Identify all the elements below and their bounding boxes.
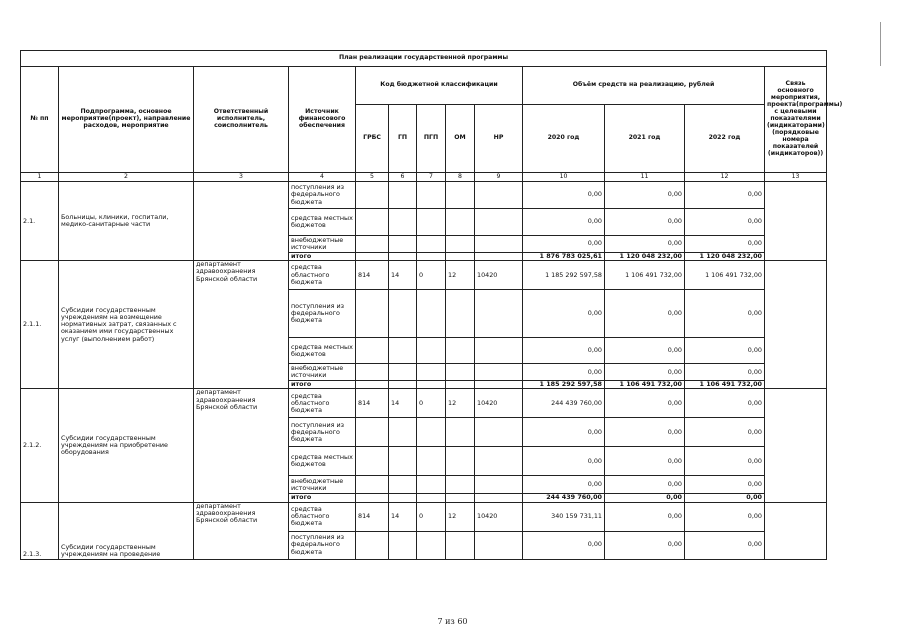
total-2021: 0,00: [605, 494, 685, 502]
source-local: средства местных бюджетов: [289, 447, 356, 476]
value-2022: 0,00: [685, 182, 765, 209]
header-gp: ГП: [389, 105, 417, 173]
total-2021: 1 120 048 232,00: [605, 253, 685, 261]
value-2022: 0,00: [685, 209, 765, 236]
value-2021: 0,00: [605, 418, 685, 447]
value-2021: 0,00: [605, 338, 685, 364]
source-regional: средства областного бюджета: [289, 389, 356, 418]
table-title-row: [21, 51, 827, 67]
col-number: 10: [523, 173, 605, 182]
value-2020: 0,00: [523, 236, 605, 253]
col-number: 2: [59, 173, 194, 182]
source-local: средства местных бюджетов: [289, 209, 356, 236]
header-budget-class: Код бюджетной классификации: [356, 67, 523, 105]
source-offbudget: внебюджетные источники: [289, 236, 356, 253]
row-name: Больницы, клиники, госпитали, медико-санитарные части: [59, 182, 194, 261]
source-offbudget: внебюджетные источники: [289, 364, 356, 381]
value-2021: 0,00: [605, 182, 685, 209]
source-offbudget: внебюджетные источники: [289, 476, 356, 494]
value-2021: 0,00: [605, 209, 685, 236]
scan-edge-mark: [880, 22, 881, 66]
col-number: 13: [765, 173, 827, 182]
header-responsible: Ответственный исполнитель, соисполнитель: [194, 67, 289, 173]
source-federal: поступления из федерального бюджета: [289, 182, 356, 209]
total-2022: 1 120 048 232,00: [685, 253, 765, 261]
value-2020: 244 439 760,00: [523, 389, 605, 418]
col-number: 7: [417, 173, 446, 182]
col-number: 6: [389, 173, 417, 182]
value-2021: 0,00: [605, 389, 685, 418]
total-2021: 1 106 491 732,00: [605, 381, 685, 389]
source-federal: поступления из федерального бюджета: [289, 418, 356, 447]
source-regional: средства областного бюджета: [289, 502, 356, 531]
row-link: [765, 502, 827, 559]
value-2020: 0,00: [523, 209, 605, 236]
table-row: [21, 261, 827, 290]
value-2021: 0,00: [605, 290, 685, 338]
value-2021: 0,00: [605, 447, 685, 476]
value-2022: 0,00: [685, 447, 765, 476]
code-gp: 14: [389, 389, 417, 418]
value-2022: 1 106 491 732,00: [685, 261, 765, 290]
header-source: Источник финансового обеспечения: [289, 67, 356, 173]
value-2020: 0,00: [523, 447, 605, 476]
row-link: [765, 261, 827, 389]
row-responsible: департамент здравоохранения Брянской области: [194, 261, 289, 389]
code-grbs: 814: [356, 502, 389, 531]
header-om: ОМ: [446, 105, 475, 173]
total-2022: 0,00: [685, 494, 765, 502]
total-2022: 1 106 491 732,00: [685, 381, 765, 389]
value-2020: 0,00: [523, 182, 605, 209]
header-subprogram: Подпрограмма, основное мероприятие(проект), направление расходов, мероприятие: [59, 67, 194, 173]
value-2021: 0,00: [605, 236, 685, 253]
header-pgp: ПГП: [417, 105, 446, 173]
header-num: № пп: [21, 67, 59, 173]
header-link: Связь основного мероприятия, проекта(программы) с целевыми показателями (индикаторами) (порядковые номера показателей (индикаторов)): [765, 67, 827, 173]
value-2021: 0,00: [605, 531, 685, 559]
plan-table-sheet: [20, 50, 843, 560]
value-2020: 0,00: [523, 531, 605, 559]
code-gp: 14: [389, 261, 417, 290]
plan-table: [20, 50, 843, 560]
value-2021: 0,00: [605, 364, 685, 381]
value-2022: 0,00: [685, 389, 765, 418]
code-nr: 10420: [475, 261, 523, 290]
value-2020: 0,00: [523, 476, 605, 494]
code-pgp: 0: [417, 502, 446, 531]
table-row: [21, 502, 827, 531]
code-om: 12: [446, 261, 475, 290]
total-2020: 1 185 292 597,58: [523, 381, 605, 389]
source-regional: средства областного бюджета: [289, 261, 356, 290]
code-grbs: 814: [356, 261, 389, 290]
value-2022: 0,00: [685, 502, 765, 531]
row-num: 2.1.: [21, 182, 59, 261]
col-number: 9: [475, 173, 523, 182]
row-responsible: департамент здравоохранения Брянской области: [194, 502, 289, 559]
table-row: [21, 389, 827, 418]
source-local: средства местных бюджетов: [289, 338, 356, 364]
value-2021: 0,00: [605, 476, 685, 494]
value-2022: 0,00: [685, 476, 765, 494]
code-om: 12: [446, 389, 475, 418]
source-total: итого: [289, 253, 356, 261]
code-pgp: 0: [417, 389, 446, 418]
value-2021: 0,00: [605, 502, 685, 531]
source-total: итого: [289, 494, 356, 502]
row-link: [765, 182, 827, 261]
value-2020: 0,00: [523, 364, 605, 381]
row-link: [765, 389, 827, 502]
value-2022: 0,00: [685, 290, 765, 338]
total-2020: 244 439 760,00: [523, 494, 605, 502]
row-name: Субсидии государственным учреждениям на приобретение оборудования: [59, 389, 194, 502]
header-2022: 2022 год: [685, 105, 765, 173]
col-number: 4: [289, 173, 356, 182]
row-responsible: [194, 182, 289, 261]
code-grbs: 814: [356, 389, 389, 418]
page-number: 7 из 60: [437, 617, 468, 626]
header-2021: 2021 год: [605, 105, 685, 173]
value-2020: 0,00: [523, 338, 605, 364]
col-number: 11: [605, 173, 685, 182]
col-number: 1: [21, 173, 59, 182]
row-name: Субсидии государственным учреждениям на возмещение нормативных затрат, связанных с оказанием ими государственных услуг (выполнением работ): [59, 261, 194, 389]
code-gp: 14: [389, 502, 417, 531]
row-responsible: департамент здравоохранения Брянской области: [194, 389, 289, 502]
source-federal: поступления из федерального бюджета: [289, 290, 356, 338]
code-pgp: 0: [417, 261, 446, 290]
col-number: 3: [194, 173, 289, 182]
value-2022: 0,00: [685, 338, 765, 364]
row-num: 2.1.3.: [21, 502, 59, 559]
column-number-row: [21, 173, 827, 182]
row-num: 2.1.1.: [21, 261, 59, 389]
code-nr: 10420: [475, 389, 523, 418]
value-2022: 0,00: [685, 364, 765, 381]
table-row: [21, 182, 827, 209]
code-om: 12: [446, 502, 475, 531]
source-total: итого: [289, 381, 356, 389]
header-2020: 2020 год: [523, 105, 605, 173]
value-2022: 0,00: [685, 531, 765, 559]
header-row-1: [21, 67, 827, 105]
col-number: 8: [446, 173, 475, 182]
header-funds: Объём средств на реализацию, рублей: [523, 67, 765, 105]
value-2022: 0,00: [685, 236, 765, 253]
value-2020: 340 159 731,11: [523, 502, 605, 531]
value-2022: 0,00: [685, 418, 765, 447]
source-federal: поступления из федерального бюджета: [289, 531, 356, 559]
value-2021: 1 106 491 732,00: [605, 261, 685, 290]
row-name: Субсидии государственным учреждениям на проведение: [59, 502, 194, 559]
col-number: 12: [685, 173, 765, 182]
value-2020: 0,00: [523, 290, 605, 338]
code-nr: 10420: [475, 502, 523, 531]
row-num: 2.1.2.: [21, 389, 59, 502]
value-2020: 1 185 292 597,58: [523, 261, 605, 290]
value-2020: 0,00: [523, 418, 605, 447]
table-title: План реализации государственной программы: [21, 51, 827, 67]
header-grbs: ГРБС: [356, 105, 389, 173]
total-2020: 1 876 783 025,61: [523, 253, 605, 261]
header-nr: НР: [475, 105, 523, 173]
col-number: 5: [356, 173, 389, 182]
